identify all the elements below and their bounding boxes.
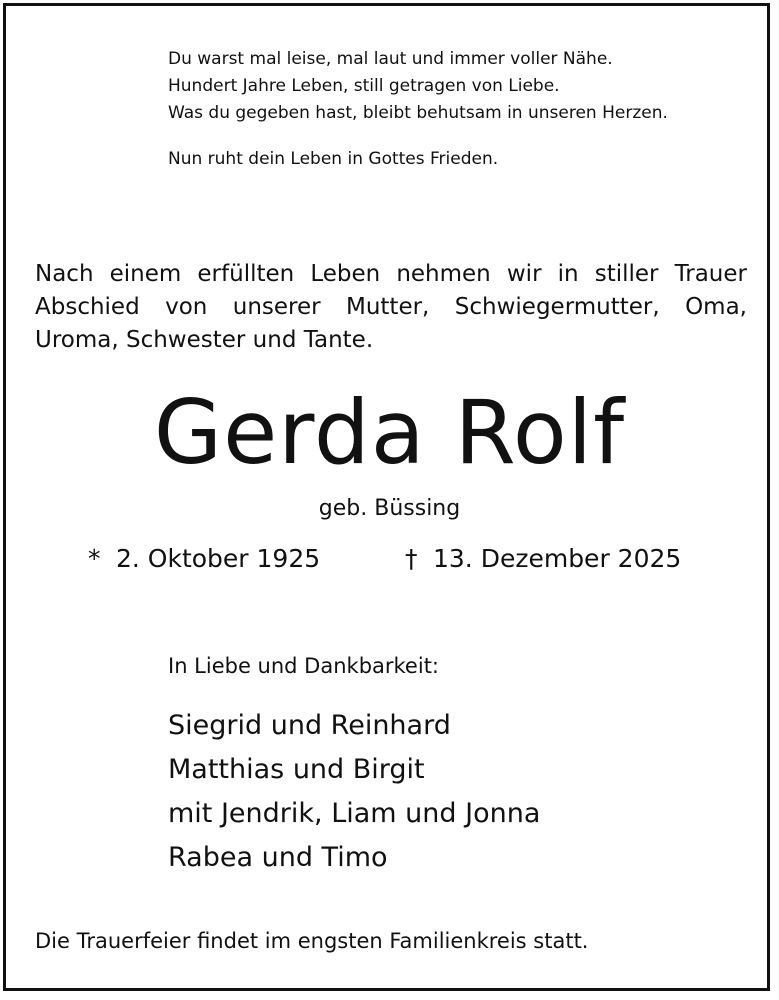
birth-date-line [88, 543, 320, 575]
family-member: Matthias und Birgit [168, 754, 425, 785]
motto-poem [168, 46, 758, 173]
birth-symbol-icon: * [88, 544, 101, 573]
family-list [168, 704, 540, 880]
family-member: mit Jendrik, Liam und Jonna [168, 798, 541, 829]
birth-name: geb. Büssing [318, 496, 461, 521]
family-member: Siegrid und Reinhard [168, 710, 451, 741]
deceased-name: Gerda Rolf [153, 381, 626, 484]
family-member: Rabea und Timo [168, 842, 388, 873]
intro-text: Nach einem erfüllten Leben nehmen wir in stiller Trauer Abschied von unserer Mutter, Schwiegermutter, Oma, Uroma, Schwester und Tante. [35, 261, 747, 353]
birth-date: 2. Oktober 1925 [116, 544, 321, 573]
death-date-line [405, 543, 681, 575]
motto-line: Du warst mal leise, mal laut und immer voller Nähe. [168, 49, 613, 69]
funeral-note: Die Trauerfeier findet im engsten Familienkreis statt. [35, 929, 589, 953]
motto-closing: Nun ruht dein Leben in Gottes Frieden. [168, 149, 499, 169]
cross-icon: † [405, 544, 418, 573]
thanks-heading: In Liebe und Dankbarkeit: [168, 654, 440, 678]
death-date: 13. Dezember 2025 [433, 544, 682, 573]
motto-line: Was du gegeben hast, bleibt behutsam in unseren Herzen. [168, 103, 668, 123]
motto-line: Hundert Jahre Leben, still getragen von Liebe. [168, 76, 560, 96]
